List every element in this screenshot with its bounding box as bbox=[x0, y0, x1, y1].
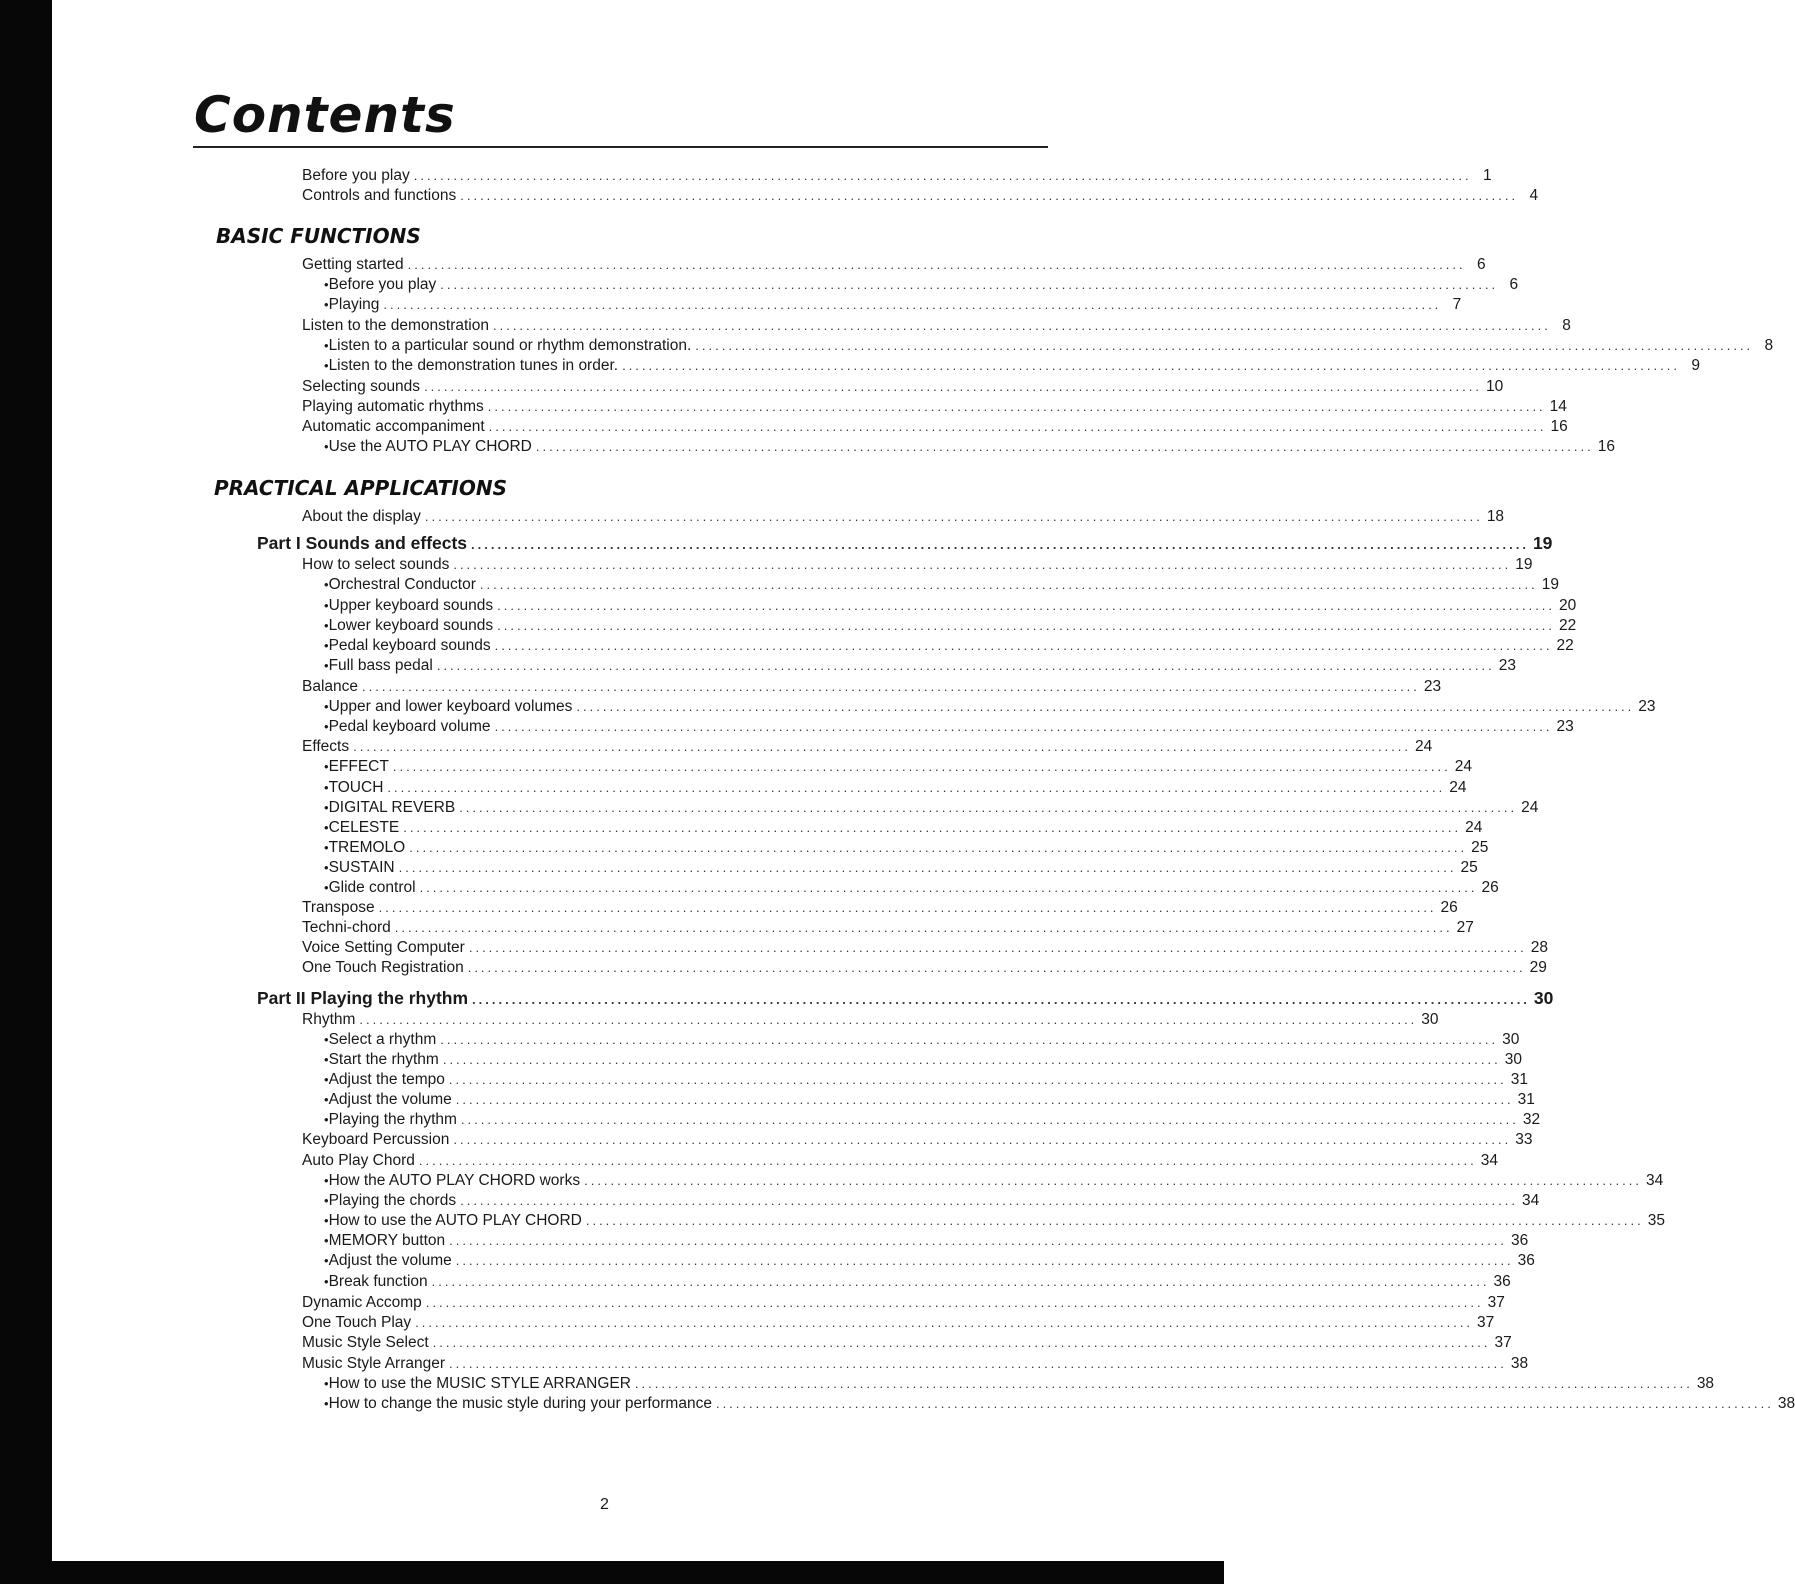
toc-entry bbox=[302, 166, 1492, 186]
toc-subentry bbox=[324, 616, 1577, 636]
entry-page-number: 30 bbox=[1504, 1051, 1522, 1068]
part-heading bbox=[257, 988, 1554, 1010]
toc-entry bbox=[302, 918, 1474, 938]
dot-leader: ................................................................................................................................................................ bbox=[622, 358, 1680, 373]
entry-label: Effects bbox=[302, 738, 350, 755]
toc-subentry bbox=[324, 798, 1539, 818]
entry-label: Adjust the tempo bbox=[328, 1071, 445, 1088]
dot-leader: ................................................................................................................................................................ bbox=[436, 658, 1495, 673]
entry-label: DIGITAL REVERB bbox=[328, 799, 456, 816]
dot-leader: ................................................................................................................................................................ bbox=[459, 800, 1518, 815]
entry-label: Listen to the demonstration bbox=[302, 317, 489, 334]
entry-label: Adjust the volume bbox=[328, 1252, 452, 1269]
entry-label: Music Style Arranger bbox=[302, 1355, 445, 1372]
bullet-icon: • bbox=[324, 1052, 329, 1067]
entry-label: EFFECT bbox=[328, 758, 389, 775]
dot-leader: ................................................................................................................................................................ bbox=[359, 1012, 1418, 1027]
bullet-icon: • bbox=[324, 1072, 329, 1087]
bullet-icon: • bbox=[324, 759, 329, 774]
entry-page-number: 29 bbox=[1529, 959, 1547, 976]
entry-page-number: 7 bbox=[1452, 296, 1462, 313]
dot-leader: ................................................................................................................................................................ bbox=[715, 1396, 1774, 1411]
toc-subentry bbox=[324, 717, 1574, 737]
entry-label: Auto Play Chord bbox=[302, 1152, 415, 1169]
bullet-icon: • bbox=[324, 1376, 329, 1391]
entry-page-number: 37 bbox=[1477, 1314, 1495, 1331]
dot-leader: ................................................................................................................................................................ bbox=[497, 598, 1556, 613]
entry-label: Before you play bbox=[302, 167, 410, 184]
entry-label: MEMORY button bbox=[328, 1232, 446, 1249]
dot-leader: ................................................................................................................................................................ bbox=[494, 638, 1553, 653]
toc-entry bbox=[302, 898, 1458, 918]
entry-page-number: 16 bbox=[1597, 438, 1615, 455]
toc-entry bbox=[302, 938, 1548, 958]
entry-page-number: 36 bbox=[1493, 1273, 1511, 1290]
entry-label: Playing the rhythm bbox=[328, 1111, 457, 1128]
dot-leader: ................................................................................................................................................................ bbox=[353, 739, 1411, 754]
toc-entry bbox=[302, 958, 1547, 978]
entry-page-number: 20 bbox=[1559, 597, 1577, 614]
entry-label: How the AUTO PLAY CHORD works bbox=[328, 1172, 581, 1189]
entry-page-number: 22 bbox=[1559, 617, 1577, 634]
entry-label: Dynamic Accomp bbox=[302, 1294, 422, 1311]
toc-subentry bbox=[324, 1191, 1540, 1211]
dot-leader: ................................................................................................................................................................ bbox=[431, 1274, 1490, 1289]
dot-leader: ................................................................................................................................................................ bbox=[460, 188, 1519, 203]
toc-entry bbox=[302, 737, 1433, 757]
toc-subentry bbox=[324, 275, 1519, 295]
entry-page-number: 24 bbox=[1449, 779, 1467, 796]
bullet-icon: • bbox=[324, 338, 329, 353]
dot-leader: ................................................................................................................................................................ bbox=[460, 1112, 1519, 1127]
bullet-icon: • bbox=[324, 358, 329, 373]
entry-label: Playing the chords bbox=[328, 1192, 457, 1209]
entry-label: Adjust the volume bbox=[328, 1091, 452, 1108]
entry-page-number: 31 bbox=[1517, 1091, 1535, 1108]
bullet-icon: • bbox=[324, 577, 329, 592]
toc-subentry bbox=[324, 1050, 1522, 1070]
entry-page-number: 25 bbox=[1471, 839, 1489, 856]
entry-page-number: 28 bbox=[1530, 939, 1548, 956]
dot-leader: ................................................................................................................................................................ bbox=[479, 577, 1538, 592]
entry-page-number: 14 bbox=[1549, 398, 1567, 415]
toc-entry bbox=[302, 417, 1568, 437]
toc-entry bbox=[302, 1130, 1533, 1150]
entry-page-number: 23 bbox=[1638, 698, 1656, 715]
dot-leader: ................................................................................................................................................................ bbox=[468, 940, 1527, 955]
dot-leader: ................................................................................................................................................................ bbox=[440, 1032, 1499, 1047]
title-underline bbox=[193, 146, 1048, 148]
bullet-icon: • bbox=[324, 1396, 329, 1411]
entry-page-number: 8 bbox=[1764, 337, 1774, 354]
dot-leader: ................................................................................................................................................................ bbox=[383, 297, 1442, 312]
entry-page-number: 1 bbox=[1482, 167, 1492, 184]
entry-page-number: 18 bbox=[1486, 508, 1505, 525]
entry-label: Pedal keyboard sounds bbox=[328, 637, 491, 654]
bullet-icon: • bbox=[324, 297, 329, 312]
entry-label: How to use the MUSIC STYLE ARRANGER bbox=[328, 1375, 631, 1392]
toc-entry bbox=[302, 186, 1539, 206]
dot-leader: ................................................................................................................................................................ bbox=[418, 1153, 1477, 1168]
dot-leader: ................................................................................................................................................................ bbox=[467, 960, 1526, 975]
toc-subentry bbox=[324, 1374, 1715, 1394]
entry-label: Automatic accompaniment bbox=[302, 418, 485, 435]
entry-page-number: 25 bbox=[1460, 859, 1478, 876]
entry-label: Upper keyboard sounds bbox=[328, 597, 494, 614]
dot-leader: ................................................................................................................................................................ bbox=[392, 759, 1451, 774]
entry-label: Start the rhythm bbox=[328, 1051, 439, 1068]
toc-subentry bbox=[324, 1110, 1541, 1130]
entry-label: How to select sounds bbox=[302, 556, 450, 573]
entry-page-number: 24 bbox=[1465, 819, 1483, 836]
dot-leader: ................................................................................................................................................................ bbox=[471, 537, 1529, 552]
entry-label: Upper and lower keyboard volumes bbox=[328, 698, 573, 715]
toc-entry bbox=[302, 1354, 1529, 1374]
part-heading bbox=[257, 533, 1553, 555]
entry-page-number: 23 bbox=[1423, 678, 1442, 695]
bullet-icon: • bbox=[324, 880, 329, 895]
entry-label: Controls and functions bbox=[302, 187, 457, 204]
entry-label: Balance bbox=[302, 678, 359, 695]
entry-page-number: 33 bbox=[1515, 1131, 1533, 1148]
toc-entry bbox=[302, 377, 1504, 397]
entry-page-number: 36 bbox=[1511, 1232, 1529, 1249]
entry-page-number: 30 bbox=[1533, 988, 1554, 1008]
entry-label: One Touch Registration bbox=[302, 959, 464, 976]
bullet-icon: • bbox=[324, 1092, 329, 1107]
dot-leader: ................................................................................................................................................................ bbox=[584, 1173, 1642, 1188]
dot-leader: ................................................................................................................................................................ bbox=[453, 1132, 1512, 1147]
entry-page-number: 36 bbox=[1517, 1252, 1535, 1269]
entry-page-number: 23 bbox=[1556, 718, 1574, 735]
entry-label: Select a rhythm bbox=[328, 1031, 437, 1048]
dot-leader: ................................................................................................................................................................ bbox=[634, 1376, 1693, 1391]
dot-leader: ................................................................................................................................................................ bbox=[387, 780, 1446, 795]
entry-page-number: 9 bbox=[1691, 357, 1700, 374]
toc-subentry bbox=[324, 336, 1774, 356]
section-heading-practical-applications: PRACTICAL APPLICATIONS bbox=[214, 476, 507, 500]
entry-page-number: 38 bbox=[1510, 1355, 1529, 1372]
entry-label: Keyboard Percussion bbox=[302, 1131, 450, 1148]
entry-label: Orchestral Conductor bbox=[328, 576, 476, 593]
bullet-icon: • bbox=[324, 1213, 329, 1228]
dot-leader: ................................................................................................................................................................ bbox=[398, 860, 1457, 875]
dot-leader: ................................................................................................................................................................ bbox=[449, 1233, 1508, 1248]
bullet-icon: • bbox=[324, 1274, 329, 1289]
toc-subentry bbox=[324, 356, 1700, 376]
dot-leader: ................................................................................................................................................................ bbox=[576, 699, 1635, 714]
toc-subentry bbox=[324, 1231, 1529, 1251]
dot-leader: ................................................................................................................................................................ bbox=[449, 1356, 1507, 1371]
dot-leader: ................................................................................................................................................................ bbox=[453, 557, 1512, 572]
dot-leader: ................................................................................................................................................................ bbox=[455, 1092, 1514, 1107]
entry-page-number: 24 bbox=[1415, 738, 1433, 755]
dot-leader: ................................................................................................................................................................ bbox=[494, 719, 1553, 734]
bullet-icon: • bbox=[324, 780, 329, 795]
toc-subentry bbox=[324, 656, 1516, 676]
dot-leader: ................................................................................................................................................................ bbox=[585, 1213, 1644, 1228]
toc-entry bbox=[302, 1313, 1495, 1333]
bullet-icon: • bbox=[324, 1112, 329, 1127]
bullet-icon: • bbox=[324, 699, 329, 714]
entry-label: Rhythm bbox=[302, 1011, 356, 1028]
bullet-icon: • bbox=[324, 618, 329, 633]
toc-subentry bbox=[324, 858, 1478, 878]
page-number: 2 bbox=[600, 1496, 609, 1513]
entry-page-number: 34 bbox=[1521, 1192, 1540, 1209]
toc-subentry bbox=[324, 1030, 1520, 1050]
entry-label: Full bass pedal bbox=[328, 657, 433, 674]
entry-label: Part II Playing the rhythm bbox=[257, 988, 469, 1008]
entry-page-number: 30 bbox=[1502, 1031, 1520, 1048]
entry-label: How to change the music style during your performance bbox=[328, 1395, 712, 1412]
dot-leader: ................................................................................................................................................................ bbox=[497, 618, 1556, 633]
entry-label: Break function bbox=[328, 1273, 428, 1290]
toc-entry bbox=[302, 1333, 1512, 1353]
dot-leader: ................................................................................................................................................................ bbox=[425, 1295, 1484, 1310]
dot-leader: ................................................................................................................................................................ bbox=[440, 277, 1499, 292]
entry-label: Playing automatic rhythms bbox=[302, 398, 484, 415]
bullet-icon: • bbox=[324, 1032, 329, 1047]
entry-label: Music Style Select bbox=[302, 1334, 429, 1351]
bullet-icon: • bbox=[324, 800, 329, 815]
dot-leader: ................................................................................................................................................................ bbox=[419, 880, 1478, 895]
entry-page-number: 4 bbox=[1529, 187, 1539, 204]
toc-entry bbox=[302, 507, 1505, 527]
toc-entry bbox=[302, 1151, 1499, 1171]
entry-page-number: 37 bbox=[1494, 1334, 1512, 1351]
dot-leader: ................................................................................................................................................................ bbox=[378, 900, 1437, 915]
entry-page-number: 6 bbox=[1476, 256, 1486, 273]
entry-page-number: 26 bbox=[1481, 879, 1499, 896]
dot-leader: ................................................................................................................................................................ bbox=[394, 920, 1453, 935]
entry-page-number: 6 bbox=[1509, 276, 1519, 293]
bullet-icon: • bbox=[324, 719, 329, 734]
entry-label: Voice Setting Computer bbox=[302, 939, 465, 956]
dot-leader: ................................................................................................................................................................ bbox=[424, 509, 1483, 524]
entry-page-number: 22 bbox=[1556, 637, 1574, 654]
entry-label: Glide control bbox=[328, 879, 416, 896]
bullet-icon: • bbox=[324, 860, 329, 875]
scan-border-left bbox=[0, 0, 52, 1584]
dot-leader: ................................................................................................................................................................ bbox=[535, 439, 1594, 454]
toc-entry bbox=[302, 1293, 1505, 1313]
dot-leader: ................................................................................................................................................................ bbox=[492, 318, 1551, 333]
entry-label: Part I Sounds and effects bbox=[257, 533, 468, 553]
bullet-icon: • bbox=[324, 439, 329, 454]
entry-page-number: 19 bbox=[1515, 556, 1533, 573]
dot-leader: ................................................................................................................................................................ bbox=[432, 1335, 1491, 1350]
toc-subentry bbox=[324, 1211, 1665, 1231]
bullet-icon: • bbox=[324, 277, 329, 292]
scan-border-bottom bbox=[0, 1561, 1224, 1584]
dot-leader: ................................................................................................................................................................ bbox=[488, 419, 1547, 434]
dot-leader: ................................................................................................................................................................ bbox=[415, 1315, 1474, 1330]
bullet-icon: • bbox=[324, 1253, 329, 1268]
toc-entry bbox=[302, 397, 1567, 417]
toc-entry bbox=[302, 316, 1571, 336]
entry-page-number: 34 bbox=[1480, 1152, 1499, 1169]
toc-subentry bbox=[324, 838, 1489, 858]
dot-leader: ................................................................................................................................................................ bbox=[362, 679, 1420, 694]
toc-subentry bbox=[324, 1394, 1795, 1414]
entry-page-number: 38 bbox=[1696, 1375, 1715, 1392]
entry-label: CELESTE bbox=[328, 819, 400, 836]
bullet-icon: • bbox=[324, 1233, 329, 1248]
toc-subentry bbox=[324, 437, 1615, 457]
entry-label: Pedal keyboard volume bbox=[328, 718, 491, 735]
dot-leader: ................................................................................................................................................................ bbox=[409, 840, 1468, 855]
entry-label: Before you play bbox=[328, 276, 437, 293]
toc-subentry bbox=[324, 1171, 1664, 1191]
dot-leader: ................................................................................................................................................................ bbox=[407, 257, 1466, 272]
entry-label: Use the AUTO PLAY CHORD bbox=[328, 438, 532, 455]
toc-entry bbox=[302, 1010, 1439, 1030]
entry-label: Lower keyboard sounds bbox=[328, 617, 494, 634]
entry-page-number: 8 bbox=[1562, 317, 1571, 334]
toc-entry bbox=[302, 555, 1533, 575]
dot-leader: ................................................................................................................................................................ bbox=[460, 1193, 1518, 1208]
section-heading-basic-functions: BASIC FUNCTIONS bbox=[216, 224, 421, 248]
entry-label: TREMOLO bbox=[328, 839, 406, 856]
entry-page-number: 26 bbox=[1440, 899, 1458, 916]
entry-label: About the display bbox=[302, 508, 421, 525]
dot-leader: ................................................................................................................................................................ bbox=[448, 1072, 1507, 1087]
toc-subentry bbox=[324, 575, 1560, 595]
bullet-icon: • bbox=[324, 1193, 329, 1208]
entry-label: One Touch Play bbox=[302, 1314, 412, 1331]
entry-page-number: 35 bbox=[1647, 1212, 1665, 1229]
entry-page-number: 27 bbox=[1456, 919, 1474, 936]
dot-leader: ................................................................................................................................................................ bbox=[487, 399, 1546, 414]
dot-leader: ................................................................................................................................................................ bbox=[455, 1253, 1514, 1268]
toc-subentry bbox=[324, 1251, 1535, 1271]
toc-subentry bbox=[324, 757, 1472, 777]
entry-label: Techni-chord bbox=[302, 919, 391, 936]
toc-subentry bbox=[324, 1070, 1529, 1090]
page-title: Contents bbox=[194, 86, 456, 144]
toc-subentry bbox=[324, 1272, 1511, 1292]
entry-page-number: 10 bbox=[1485, 378, 1504, 395]
dot-leader: ................................................................................................................................................................ bbox=[442, 1052, 1501, 1067]
entry-page-number: 38 bbox=[1777, 1395, 1795, 1412]
dot-leader: ................................................................................................................................................................ bbox=[472, 992, 1530, 1007]
entry-page-number: 34 bbox=[1645, 1172, 1664, 1189]
entry-label: Selecting sounds bbox=[302, 378, 421, 395]
dot-leader: ................................................................................................................................................................ bbox=[695, 338, 1754, 353]
toc-entry bbox=[302, 255, 1486, 275]
entry-page-number: 30 bbox=[1421, 1011, 1439, 1028]
bullet-icon: • bbox=[324, 638, 329, 653]
entry-label: Listen to a particular sound or rhythm demonstration. bbox=[328, 337, 692, 354]
entry-page-number: 37 bbox=[1487, 1294, 1505, 1311]
bullet-icon: • bbox=[324, 820, 329, 835]
entry-page-number: 19 bbox=[1532, 533, 1553, 553]
toc-subentry bbox=[324, 697, 1656, 717]
toc-subentry bbox=[324, 878, 1499, 898]
entry-page-number: 16 bbox=[1550, 418, 1568, 435]
entry-page-number: 19 bbox=[1541, 576, 1560, 593]
bullet-icon: • bbox=[324, 598, 329, 613]
entry-page-number: 31 bbox=[1510, 1071, 1529, 1088]
entry-label: Listen to the demonstration tunes in order. bbox=[328, 357, 619, 374]
entry-label: TOUCH bbox=[328, 779, 384, 796]
bullet-icon: • bbox=[324, 658, 329, 673]
bullet-icon: • bbox=[324, 840, 329, 855]
toc-subentry bbox=[324, 636, 1574, 656]
toc-subentry bbox=[324, 295, 1462, 315]
entry-page-number: 24 bbox=[1521, 799, 1539, 816]
dot-leader: ................................................................................................................................................................ bbox=[403, 820, 1462, 835]
entry-label: Transpose bbox=[302, 899, 375, 916]
entry-page-number: 32 bbox=[1522, 1111, 1541, 1128]
entry-page-number: 23 bbox=[1498, 657, 1516, 674]
dot-leader: ................................................................................................................................................................ bbox=[424, 379, 1482, 394]
toc-subentry bbox=[324, 818, 1483, 838]
entry-label: How to use the AUTO PLAY CHORD bbox=[328, 1212, 582, 1229]
entry-label: Playing bbox=[328, 296, 380, 313]
toc-subentry bbox=[324, 1090, 1535, 1110]
dot-leader: ................................................................................................................................................................ bbox=[413, 168, 1472, 183]
entry-label: SUSTAIN bbox=[328, 859, 395, 876]
bullet-icon: • bbox=[324, 1173, 329, 1188]
toc-subentry bbox=[324, 596, 1577, 616]
toc-entry bbox=[302, 677, 1442, 697]
toc-subentry bbox=[324, 778, 1467, 798]
entry-label: Getting started bbox=[302, 256, 404, 273]
entry-page-number: 24 bbox=[1454, 758, 1472, 775]
